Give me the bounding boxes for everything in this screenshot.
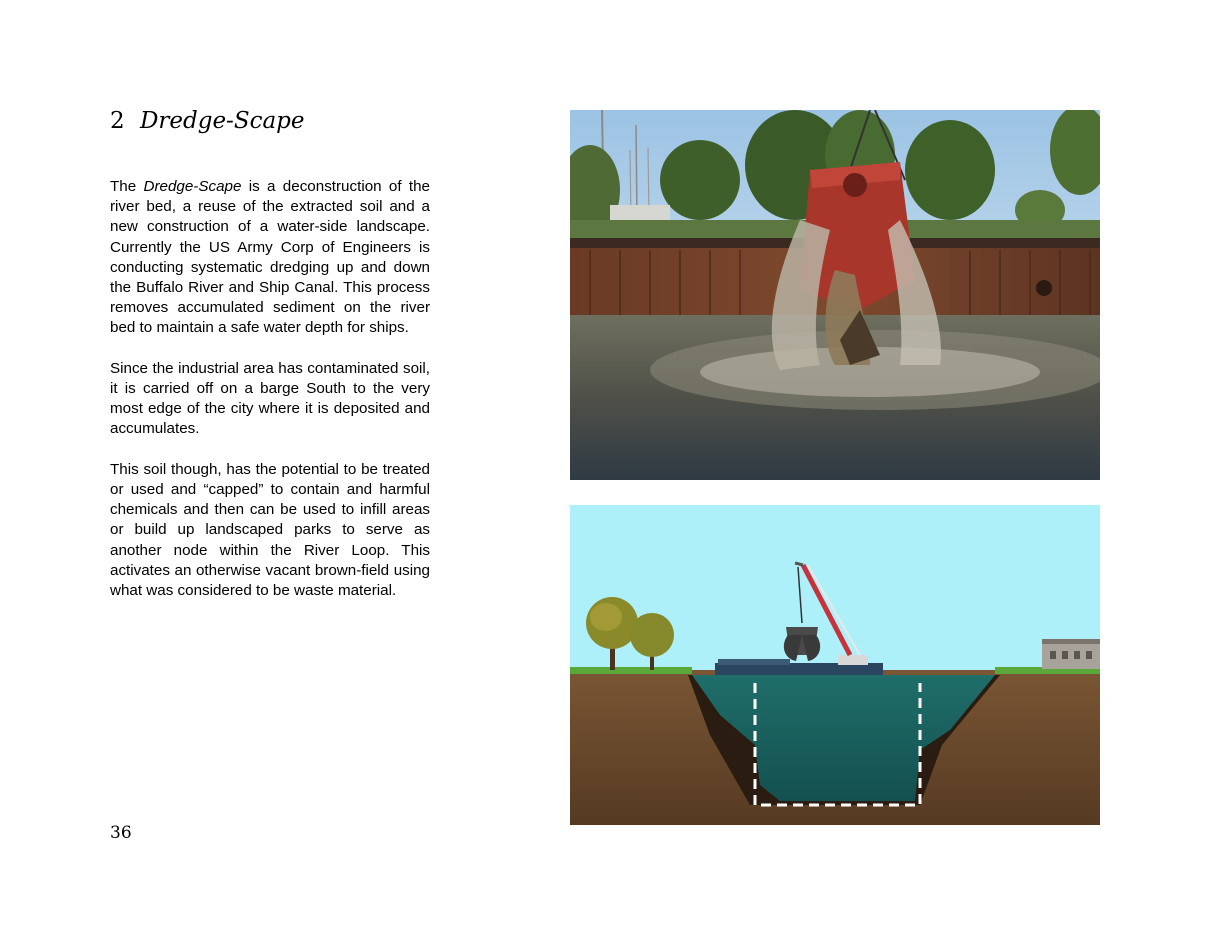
paragraph-intro-emphasis: Dredge-Scape (143, 178, 242, 195)
section-number: 2 (110, 108, 125, 134)
body-text (110, 177, 430, 621)
page-number: 36 (110, 823, 132, 843)
paragraph-intro-lead: The (110, 178, 144, 195)
dredging-diagram (570, 505, 1100, 825)
paragraph-reuse: This soil though, has the potential to be treated or used and “capped” to contain and harmful chemicals and then can be used to infill areas or build up landscaped parks to serve as another node within the River Loop. This activates an otherwise vacant brown-field using what was considered to be waste material. (110, 460, 430, 600)
paragraph-contamination: Since the industrial area has contaminated soil, it is carried off on a barge South to the very most edge of the city where it is deposited and accumulates. (110, 359, 430, 438)
dredging-photo (570, 110, 1100, 480)
dredging-diagram-illustration (570, 505, 1100, 825)
section-title: Dredge-Scape (139, 108, 305, 134)
paragraph-intro-rest: is a deconstruction of the river bed, a reuse of the extracted soil and a new construction of a water-side landscape. Currently the US Army Corp of Engineers is conducting systematic dredging up and down the Buffalo River and Ship Canal. This process removes accumulated sediment on the river bed to maintain a safe water depth for ships. (110, 178, 431, 337)
paragraph-intro (110, 177, 430, 339)
section-heading (110, 108, 305, 134)
dredging-photo-illustration (570, 110, 1100, 480)
